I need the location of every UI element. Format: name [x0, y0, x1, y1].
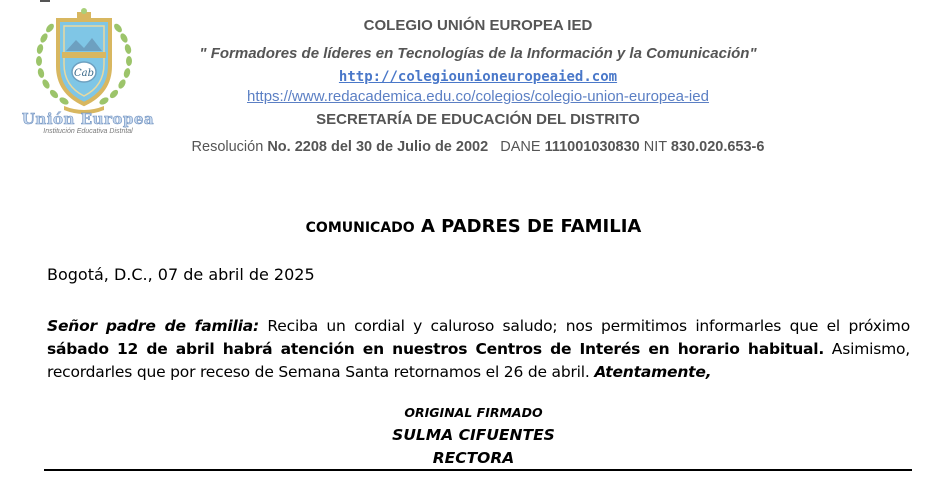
salutation: Señor padre de familia:: [47, 317, 260, 335]
resolution-line: [160, 139, 796, 155]
resolution-number: No. 2208 del 30 de Julio de 2002: [267, 139, 489, 155]
body-text-1: Reciba un cordial y caluroso saludo; nos permitimos informarles que el próximo: [259, 317, 910, 335]
letter-body: [47, 315, 910, 384]
original-firmado: ORIGINAL FIRMADO: [404, 405, 543, 420]
dane-value: 111001030830: [544, 139, 640, 155]
letter-title: [0, 216, 947, 237]
school-name: COLEGIO UNIÓN EUROPEA IED: [363, 17, 593, 34]
corner-mark: [40, 0, 50, 2]
letter-title-small: COMUNICADO: [305, 220, 415, 236]
website-link[interactable]: http://colegiounioneuropeaied.com: [338, 69, 618, 85]
redacademica-link[interactable]: https://www.redacademica.edu.co/colegios/colegio-union-europea-ied: [247, 88, 709, 105]
nit-value: 830.020.653-6: [670, 139, 765, 155]
dane-label: DANE: [500, 139, 541, 155]
secretaria-heading: SECRETARÍA DE EDUCACIÓN DEL DISTRITO: [316, 111, 640, 128]
nit-label: NIT: [643, 139, 667, 155]
logo-subtitle: Institución Educativa Distrital: [43, 128, 133, 135]
body-text-2: Asimismo, recordarles que por receso de Semana Santa retornamos el 26 de abril.: [47, 340, 910, 381]
body-bold-1: sábado 12 de abril habrá atención en nuestros Centros de Interés en horario habitual.: [47, 340, 825, 358]
signer-name: SULMA CIFUENTES: [392, 426, 555, 444]
letter-date: Bogotá, D.C., 07 de abril de 2025: [47, 265, 315, 284]
svg-text:Cab: Cab: [73, 68, 95, 79]
signer-role: RECTORA: [432, 449, 515, 467]
resolution-label: Resolución: [191, 139, 264, 155]
closing: Atentamente,: [594, 363, 712, 381]
school-motto: " Formadores de líderes en Tecnologías de la Información y la Comunicación": [199, 45, 757, 62]
crest-top: [77, 8, 91, 18]
logo-name: Unión Europea: [21, 110, 155, 128]
bottom-rule: [44, 469, 912, 471]
letter-title-large: A PADRES DE FAMILIA: [420, 216, 642, 237]
